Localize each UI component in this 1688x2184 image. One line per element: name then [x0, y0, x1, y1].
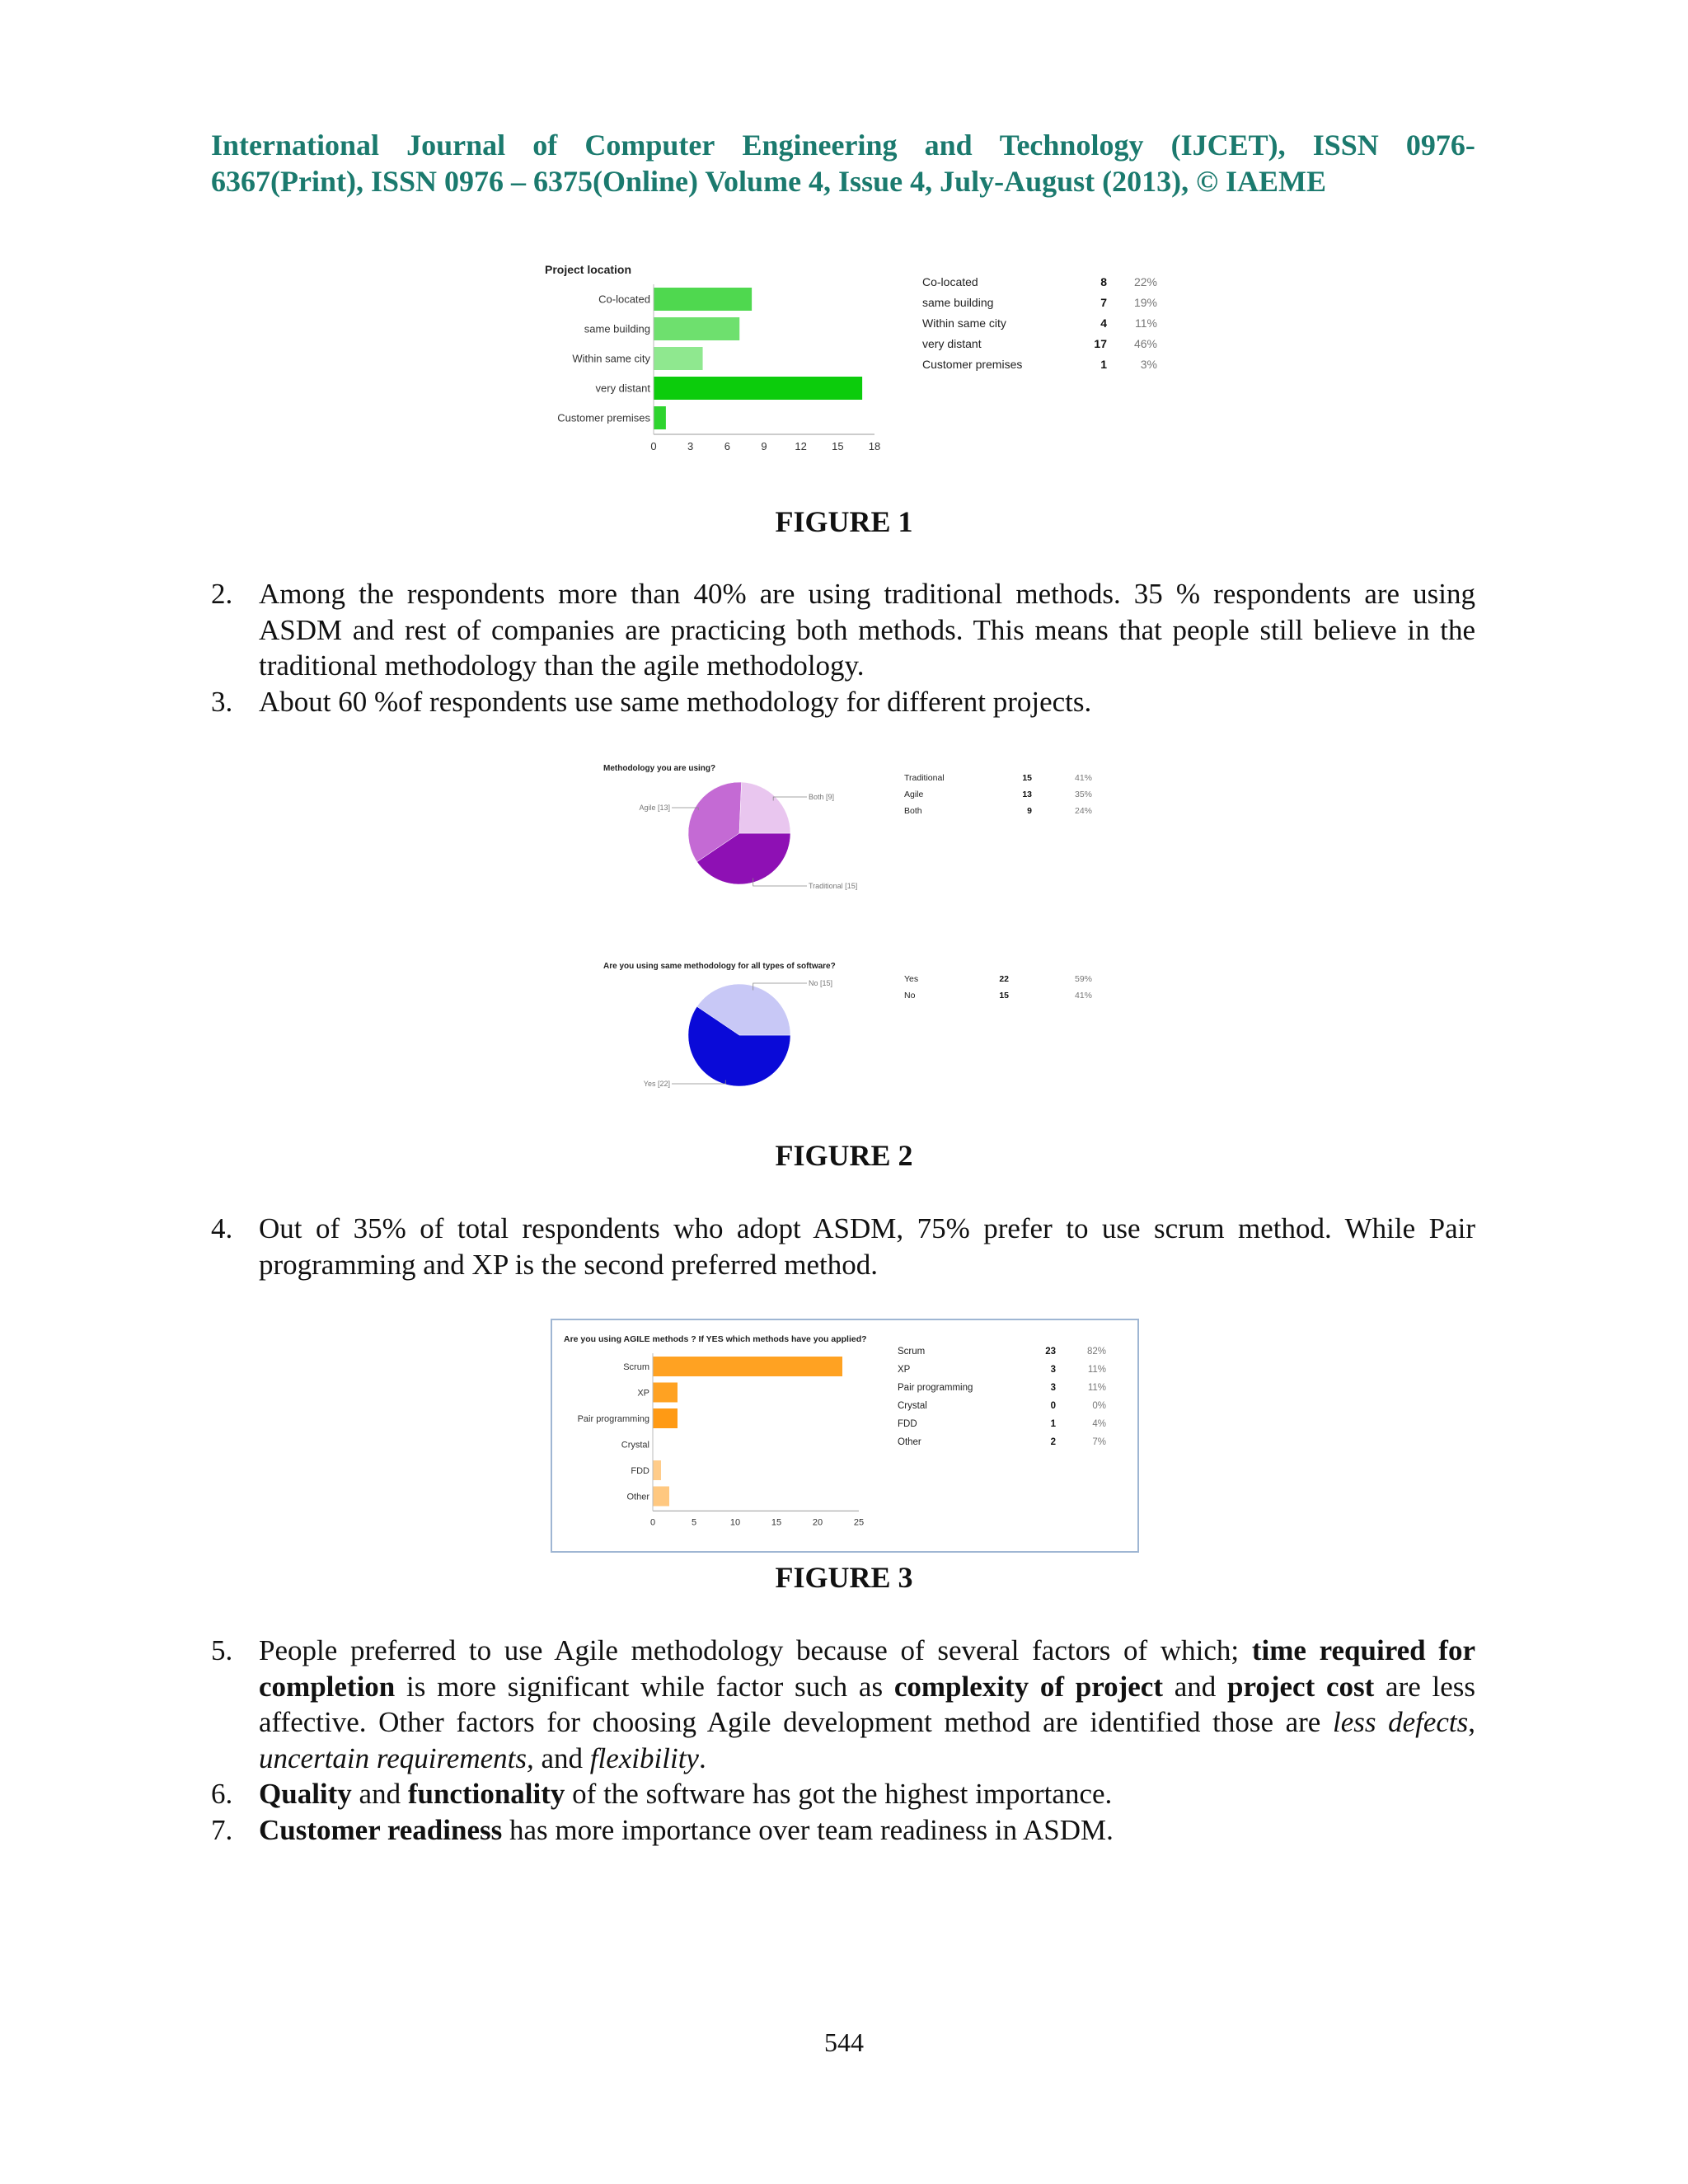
stats-row — [898, 1347, 1106, 1365]
findings-list-3 — [211, 1633, 1475, 1848]
list-item-number: 4. — [211, 1212, 233, 1244]
stats-label: Scrum — [898, 1347, 926, 1357]
list-item — [211, 576, 1475, 684]
stats-percent: 19% — [1133, 296, 1157, 309]
figure3-bar-chart — [554, 1322, 884, 1532]
x-tick-label: 18 — [868, 440, 881, 452]
stats-label: Within same city — [922, 316, 1006, 330]
stats-percent: 11% — [1087, 1383, 1106, 1393]
stats-label: Co-located — [922, 275, 978, 288]
text-run: and — [533, 1741, 590, 1774]
list-item — [211, 684, 1475, 720]
stats-row — [898, 1437, 1106, 1455]
x-tick-label: 3 — [687, 440, 694, 452]
bar — [654, 347, 703, 370]
stats-row — [922, 275, 1157, 296]
bold-run: functionality — [407, 1778, 565, 1810]
stats-label: Pair programming — [898, 1383, 973, 1393]
stats-count: 2 — [1050, 1437, 1056, 1447]
x-tick-label: 5 — [691, 1517, 697, 1528]
list-item — [211, 1776, 1475, 1812]
stats-percent: 4% — [1092, 1419, 1106, 1429]
stats-row — [904, 790, 1092, 806]
stats-percent: 11% — [1087, 1365, 1106, 1375]
x-tick-label: 0 — [649, 1517, 656, 1528]
x-tick-label: 15 — [832, 440, 844, 452]
text-run: are less affective. Other factors for choosing Agile development method are identified those are — [259, 1670, 1475, 1738]
stats-row — [904, 773, 1092, 790]
stats-row — [922, 296, 1157, 316]
stats-count: 9 — [1027, 806, 1032, 816]
stats-count: 13 — [1022, 790, 1032, 799]
figure3-caption: FIGURE 3 — [775, 1561, 913, 1594]
stats-count: 4 — [1100, 316, 1107, 330]
stats-count: 7 — [1100, 296, 1107, 309]
slice-label: Both [9] — [809, 793, 835, 801]
bar — [653, 1408, 678, 1428]
stats-row — [922, 316, 1157, 337]
list-item-text: Among the respondents more than 40% are using traditional methods. 35 % respondents are using ASDM and rest of companies are practicing both methods. This means that people still believe in the traditional methodology than the agile methodology. — [259, 578, 1475, 682]
stats-row — [898, 1383, 1106, 1401]
category-label: Crystal — [621, 1440, 649, 1451]
stats-label: Agile — [904, 790, 924, 799]
bar — [654, 317, 739, 340]
bar — [653, 1357, 842, 1376]
stats-row — [904, 991, 1092, 1007]
header-word: International — [211, 129, 380, 162]
stats-label: Traditional — [904, 773, 945, 783]
header-word: of — [532, 129, 558, 162]
header-word: ISSN — [1312, 129, 1379, 162]
stats-count: 17 — [1094, 337, 1107, 350]
chart-title: Project location — [545, 263, 632, 276]
list-item-number: 2. — [211, 578, 233, 610]
list-item-number: 6. — [211, 1778, 233, 1810]
figure3-stats-table — [898, 1347, 1112, 1454]
stats-row — [898, 1419, 1106, 1437]
stats-count: 3 — [1050, 1365, 1056, 1375]
list-item-text: Out of 35% of total respondents who adopt ASDM, 75% prefer to use scrum method. While Pair programming and XP is the second preferred method. — [259, 1212, 1475, 1281]
figure1-stats-table — [922, 275, 1161, 374]
x-tick-label: 10 — [729, 1517, 741, 1528]
chart-title: Methodology you are using? — [603, 764, 716, 773]
figure1-bar-chart — [540, 257, 894, 458]
stats-label: same building — [922, 296, 994, 309]
stats-label: Crystal — [898, 1401, 927, 1411]
category-label: XP — [637, 1388, 649, 1399]
stats-percent: 46% — [1133, 337, 1157, 350]
pie-chart-svg — [593, 956, 907, 1096]
header-word: Journal — [406, 129, 506, 162]
chart-title: Are you using same methodology for all types of software? — [603, 962, 836, 971]
figure2-stats-table-2 — [904, 974, 1102, 1007]
bold-run: complexity of project — [893, 1670, 1163, 1703]
text-run: , — [1468, 1706, 1475, 1738]
stats-percent: 41% — [1074, 773, 1092, 783]
stats-percent: 22% — [1133, 275, 1157, 288]
stats-count: 3 — [1050, 1383, 1056, 1393]
x-tick-label: 6 — [724, 440, 730, 452]
stats-row — [922, 337, 1157, 358]
italic-run: flexibility — [589, 1741, 699, 1774]
journal-header — [211, 127, 1475, 199]
italic-run: uncertain requirements, — [259, 1741, 534, 1774]
text-run: People preferred to use Agile methodology because of several factors of which; — [259, 1634, 1252, 1666]
category-label: Within same city — [572, 352, 650, 365]
text-run: . — [698, 1741, 706, 1774]
text-run: and — [1162, 1670, 1227, 1703]
stats-count: 1 — [1050, 1419, 1056, 1429]
header-word: Engineering — [742, 129, 898, 162]
header-word: Computer — [584, 129, 715, 162]
slice-label: Traditional [15] — [809, 882, 858, 890]
findings-list-2 — [211, 1211, 1475, 1282]
header-word: and — [924, 129, 973, 162]
category-label: Other — [626, 1492, 649, 1502]
category-label: very distant — [595, 382, 650, 395]
stats-row — [922, 358, 1157, 378]
x-tick-label: 0 — [650, 440, 657, 452]
header-word: 0976- — [1405, 129, 1475, 162]
figure1-caption: FIGURE 1 — [775, 505, 913, 538]
header-word: (IJCET), — [1170, 129, 1286, 162]
text-run: has more importance over team readiness in ASDM. — [502, 1813, 1114, 1846]
stats-row — [898, 1401, 1106, 1419]
stats-percent: 82% — [1086, 1347, 1106, 1357]
list-item-number: 5. — [211, 1634, 233, 1666]
stats-percent: 59% — [1074, 974, 1092, 984]
bar — [654, 377, 862, 400]
stats-row — [898, 1365, 1106, 1383]
findings-list-1 — [211, 576, 1475, 719]
stats-percent: 0% — [1092, 1401, 1106, 1411]
text-run: is more significant while factor such as — [395, 1670, 894, 1703]
bold-run: Quality — [259, 1778, 352, 1810]
category-label: Pair programming — [577, 1413, 649, 1424]
figure2-caption: FIGURE 2 — [775, 1139, 913, 1172]
stats-count: 15 — [1022, 773, 1032, 783]
stats-label: Customer premises — [922, 358, 1023, 371]
list-item-number: 3. — [211, 685, 233, 718]
figure2-pie-chart-2 — [593, 956, 907, 1096]
bar — [653, 1383, 678, 1403]
pie-chart-svg — [593, 758, 907, 898]
bar — [654, 406, 666, 429]
category-label: Customer premises — [557, 411, 650, 424]
italic-run: less defects — [1332, 1706, 1469, 1738]
figure1-chart-svg — [540, 257, 894, 458]
stats-count: 22 — [999, 974, 1009, 984]
list-item-number: 7. — [211, 1813, 233, 1846]
x-tick-label: 9 — [761, 440, 767, 452]
figure2-stats-table-1 — [904, 773, 1102, 823]
figure3-chart-svg — [554, 1322, 884, 1532]
category-label: FDD — [631, 1465, 649, 1476]
list-item — [211, 1633, 1475, 1776]
category-label: Co-located — [598, 293, 650, 306]
list-item — [211, 1812, 1475, 1849]
x-tick-label: 15 — [771, 1517, 782, 1528]
stats-percent: 7% — [1092, 1437, 1106, 1447]
stats-label: No — [904, 991, 916, 1001]
stats-row — [904, 806, 1092, 823]
stats-label: Other — [898, 1437, 921, 1447]
list-item — [211, 1211, 1475, 1282]
slice-label: Yes [22] — [643, 1080, 670, 1088]
stats-label: XP — [898, 1365, 911, 1375]
chart-title: Are you using AGILE methods ? If YES which methods have you applied? — [564, 1334, 867, 1344]
stats-percent: 35% — [1074, 790, 1092, 799]
bar — [653, 1460, 661, 1480]
stats-percent: 3% — [1140, 358, 1157, 371]
figure2-pie-chart-1 — [593, 758, 907, 898]
text-run: of the software has got the highest importance. — [565, 1778, 1113, 1810]
header-word: Technology — [999, 129, 1144, 162]
stats-row — [904, 974, 1092, 991]
list-item-text: About 60 %of respondents use same methodology for different projects. — [259, 685, 1092, 718]
bold-run: Customer readiness — [259, 1813, 503, 1846]
category-label: Scrum — [623, 1361, 649, 1372]
x-tick-label: 12 — [795, 440, 807, 452]
stats-label: FDD — [898, 1419, 917, 1429]
slice-label: Agile [13] — [639, 804, 670, 812]
page-number: 544 — [824, 2027, 864, 2057]
x-tick-label: 25 — [853, 1517, 865, 1528]
bar — [653, 1487, 669, 1507]
stats-count: 0 — [1050, 1401, 1056, 1411]
slice-label: No [15] — [809, 979, 833, 987]
stats-count: 23 — [1045, 1347, 1056, 1357]
stats-label: Both — [904, 806, 922, 816]
pie-slice — [739, 782, 790, 833]
stats-count: 15 — [999, 991, 1009, 1001]
stats-percent: 24% — [1074, 806, 1092, 816]
stats-count: 1 — [1100, 358, 1107, 371]
stats-percent: 41% — [1074, 991, 1092, 1001]
bold-run: time required for completion — [259, 1634, 1475, 1703]
stats-label: very distant — [922, 337, 982, 350]
bold-run: project cost — [1227, 1670, 1375, 1703]
category-label: same building — [584, 322, 650, 335]
bar — [654, 288, 752, 311]
text-run: and — [351, 1778, 408, 1810]
journal-header-line1 — [211, 127, 1475, 163]
journal-header-line2: 6367(Print), ISSN 0976 – 6375(Online) Volume 4, Issue 4, July-August (2013), © IAEME — [211, 165, 1327, 198]
stats-percent: 11% — [1135, 316, 1157, 330]
x-tick-label: 20 — [812, 1517, 823, 1528]
stats-label: Yes — [904, 974, 919, 984]
stats-count: 8 — [1100, 275, 1107, 288]
